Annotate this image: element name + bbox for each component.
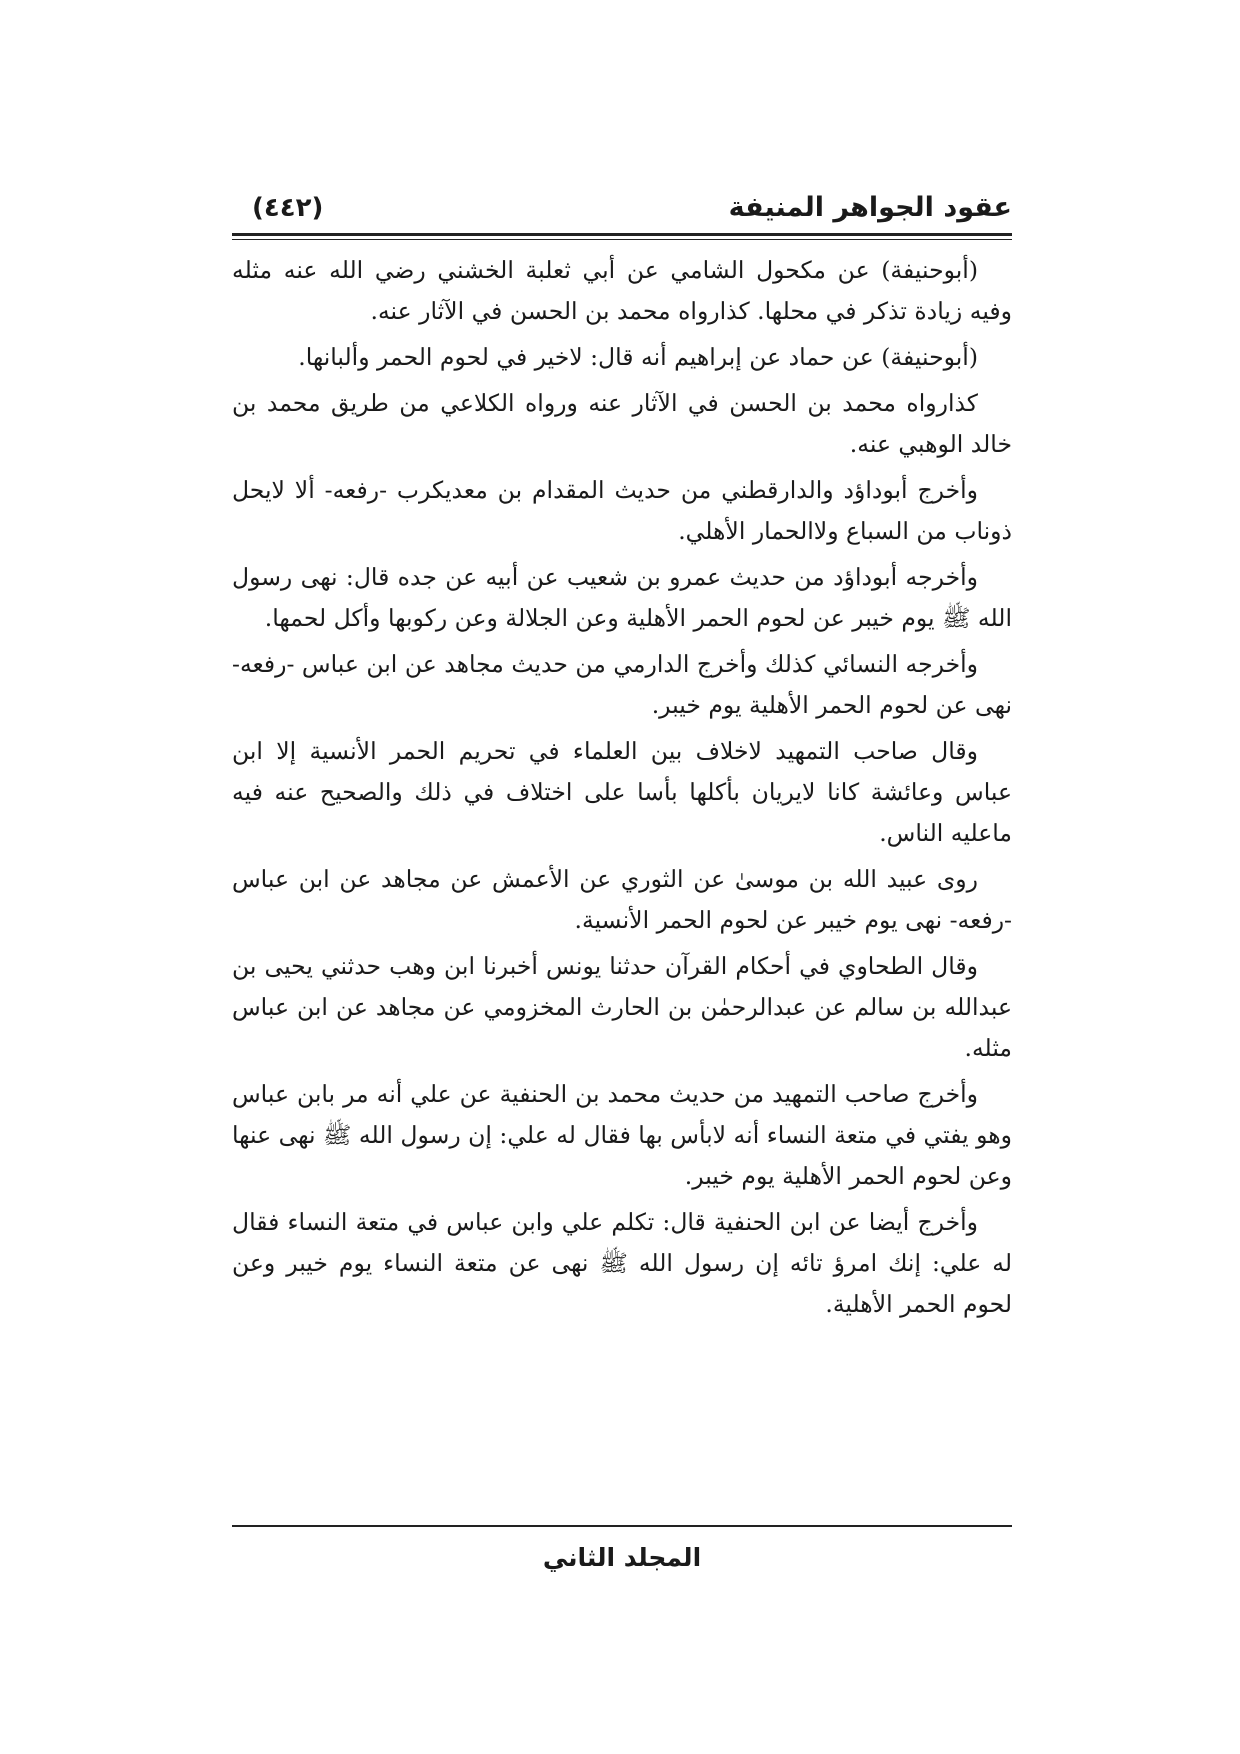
paragraph: وأخرج أبوداؤد والدارقطني من حديث المقدام بن معديكرب -رفعه- ألا لايحل ذوناب من السباع ولاالحمار الأهلي.	[232, 476, 1012, 545]
paragraph: وقال الطحاوي في أحكام القرآن حدثنا يونس أخبرنا ابن وهب حدثني يحيى بن عبدالله بن سالم عن عبدالرحمٰن بن الحارث المخزومي عن مجاهد عن ابن عباس مثله.	[232, 952, 1012, 1062]
paragraph: وأخرج أيضا عن ابن الحنفية قال: تكلم علي وابن عباس في متعة النساء فقال له علي: إنك امرؤ تائه إن رسول الله ﷺ نهى عن متعة النساء يوم خيبر وعن لحوم الحمر الأهلية.	[232, 1208, 1012, 1318]
page-number: (٤٤٢)	[252, 193, 324, 223]
paragraph: روى عبيد الله بن موسىٰ عن الثوري عن الأعمش عن مجاهد عن ابن عباس -رفعه- نهى يوم خيبر عن لحوم الحمر الأنسية.	[232, 865, 1012, 934]
volume-label: المجلد الثاني	[542, 1543, 702, 1572]
header-divider	[232, 233, 1012, 240]
paragraph: وأخرجه أبوداؤد من حديث عمرو بن شعيب عن أبيه عن جده قال: نهى رسول الله ﷺ يوم خيبر عن لحوم الحمر الأهلية وعن الجلالة وعن ركوبها وأكل لحمها.	[232, 563, 1012, 632]
footer-divider	[232, 1525, 1012, 1527]
book-title: عقود الجواهر المنيفة	[728, 192, 1012, 223]
paragraph: وأخرجه النسائي كذلك وأخرج الدارمي من حديث مجاهد عن ابن عباس -رفعه- نهى عن لحوم الحمر الأهلية يوم خيبر.	[232, 650, 1012, 719]
paragraph: (أبوحنيفة) عن مكحول الشامي عن أبي ثعلبة الخشني رضي الله عنه مثله وفيه زيادة تذكر في محلها. كذارواه محمد بن الحسن في الآثار عنه.	[232, 256, 1012, 325]
paragraph: (أبوحنيفة) عن حماد عن إبراهيم أنه قال: لاخير في لحوم الحمر وألبانها.	[298, 343, 978, 371]
paragraph: وأخرج صاحب التمهيد من حديث محمد بن الحنفية عن علي أنه مر بابن عباس وهو يفتي في متعة النساء أنه لابأس بها فقال له علي: إن رسول الله ﷺ نهى عنها وعن لحوم الحمر الأهلية يوم خيبر.	[232, 1080, 1012, 1190]
paragraph: كذارواه محمد بن الحسن في الآثار عنه ورواه الكلاعي من طريق محمد بن خالد الوهبي عنه.	[232, 389, 1012, 458]
page-header	[232, 188, 1012, 232]
page-body	[232, 250, 1012, 1325]
paragraph: وقال صاحب التمهيد لاخلاف بين العلماء في تحريم الحمر الأنسية إلا ابن عباس وعائشة كانا لايريان بأكلها بأسا على اختلاف في ذلك والصحيح عنه فيه ماعليه الناس.	[232, 737, 1012, 847]
